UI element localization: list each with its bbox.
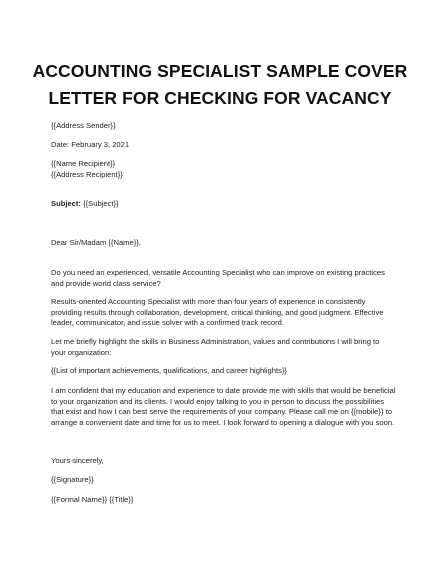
name-recipient: {{Name Recipient}}: [51, 159, 116, 168]
subject-label: Subject:: [51, 199, 81, 208]
paragraph-highlight: Let me briefly highlight the skills in Business Administration, values and contributions I will bring to your organization:: [51, 337, 380, 357]
subject-line: [51, 199, 396, 210]
address-sender: {{Address Sender}}: [51, 121, 116, 130]
signature: {{Signature}}: [51, 475, 94, 484]
closing: Yours sincerely,: [51, 456, 104, 465]
document-title: [30, 58, 410, 112]
title-line-1: ACCOUNTING SPECIALIST SAMPLE COVER: [32, 61, 408, 81]
letter-date: Date: February 3, 2021: [51, 140, 130, 149]
salutation: Dear Sir/Madam {{Name}},: [51, 238, 141, 247]
address-recipient: {{Address Recipient}}: [51, 170, 123, 179]
highlights-placeholder: {{List of important achievements, qualifications, and career highlights}}: [51, 366, 287, 375]
paragraph-summary: Results-oriented Accounting Specialist with more than four years of experience in consistently providing results through collaboration, development, critical thinking, and good judgment. Effective leader, communicator, and issue solver with a confirmed track record.: [51, 297, 384, 328]
subject-value: {{Subject}}: [80, 199, 119, 208]
title-line-2: LETTER FOR CHECKING FOR VACANCY: [48, 88, 392, 108]
paragraph-closing: I am confident that my education and experience to date provide me with skills that would be beneficial to your organization and its clients. I would enjoy talking to you in person to discuss the possibilities that exist and how I can best serve the requirements of your company. Please call me on {{mobile}} to arrange a convenient date and time for us to meet. I look forward to opening a dialogue with you soon.: [51, 386, 396, 427]
formal-name-title: {{Formal Name}} {{Title}}: [51, 495, 134, 504]
paragraph-intro: Do you need an experienced, versatile Accounting Specialist who can improve on existing practices and provide world class service?: [51, 268, 385, 288]
